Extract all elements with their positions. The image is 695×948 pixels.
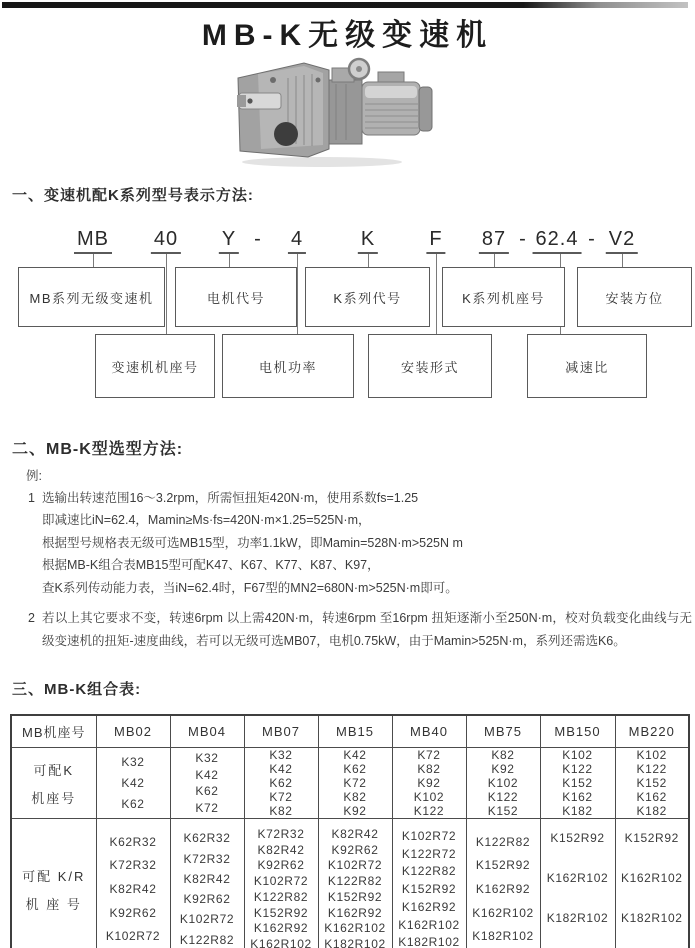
item-number: 1 <box>28 491 35 505</box>
connector-line <box>622 254 623 267</box>
gearmotor-image <box>226 50 440 170</box>
example-line: 即减速比iN=62.4，Mamin≥Ms·fs=420N·m×1.25=525N·m， <box>42 513 371 528</box>
table-header-cell: MB75 <box>466 715 540 748</box>
table-header-cell: MB15 <box>318 715 392 748</box>
model-code-token: V2 <box>606 228 638 254</box>
combination-table <box>10 714 690 948</box>
table-header-cell: MB07 <box>244 715 318 748</box>
connector-line <box>93 254 94 267</box>
table-cell: K152R92 K162R102 K182R102 <box>546 831 609 925</box>
model-code-token: 4 <box>288 228 306 254</box>
model-code-token: Y <box>219 228 239 254</box>
connector-line <box>229 254 230 267</box>
example-line: 查K系列传动能力表，当iN=62.4时，F67型的MN2=680N·m>525N·m即可。 <box>42 580 458 595</box>
table-cell: K62R32 K72R32 K82R42 K92R62 K102R72 K122R82 <box>179 831 235 947</box>
diagram-box-motor-code: 电机代号 <box>175 267 297 327</box>
table-cell: K32 K42 K62 K72 <box>195 750 219 816</box>
table-corner-cell: MB机座号 <box>11 715 96 748</box>
row-label-kr: 可配 K/R 机 座 号 <box>22 868 86 912</box>
table-cell: K102R72 K122R72 K122R82 K152R92 K162R92 K162R102 K182R102 <box>398 828 460 948</box>
table-header-cell: MB40 <box>392 715 466 748</box>
example-text: 若以上其它要求不变，转速6rpm 以上需420N·m，转速6rpm 至16rpm 扭矩逐渐小至250N·m，校对负载变化曲线与无级变速机的扭矩-速度曲线，若可以无级可选MB07，电机0.75kW，由于Mamin>525N·m，系列还需选K6。 <box>42 611 692 648</box>
section-3-heading: 三、MB-K组合表: <box>12 681 142 698</box>
table-cell: K32 K42 K62 K72 K82 <box>269 748 293 818</box>
example-label: 例: <box>26 469 42 483</box>
connector-line <box>494 254 495 267</box>
table-cell: K82R42 K92R62 K102R72 K122R82 K152R92 K162R92 K162R102 K182R102 <box>324 826 386 948</box>
table-cell: K62R32 K72R32 K82R42 K92R62 K102R72 <box>105 834 161 944</box>
table-header-cell: MB220 <box>615 715 689 748</box>
model-code-token: F <box>426 228 445 254</box>
table-cell: K122R82 K152R92 K162R92 K162R102 K182R102 <box>472 834 534 944</box>
table-cell: K102 K122 K152 K162 K182 <box>562 748 593 818</box>
table-cell: K42 K62 K72 K82 K92 <box>343 748 367 818</box>
example-line: 根据型号规格表无级可选MB15型，功率1.1kW，即Mamin=528N·m>525N m <box>42 535 463 550</box>
table-cell: K152R92 K162R102 K182R102 <box>620 831 683 925</box>
connector-line <box>166 254 167 334</box>
table-row-kr <box>11 819 689 948</box>
table-cell: K82 K92 K102 K122 K152 <box>487 748 519 818</box>
model-code-dash: - <box>254 228 262 250</box>
table-header-cell: MB02 <box>96 715 170 748</box>
connector-line <box>436 254 437 334</box>
connector-line <box>297 254 298 334</box>
model-code-token: K <box>358 228 378 254</box>
model-code-token: 62.4 <box>533 228 582 254</box>
table-cell: K32 K42 K62 <box>121 755 145 811</box>
table-cell: K72R32 K82R42 K92R62 K102R72 K122R82 K152R92 K162R92 K162R102 <box>250 826 312 948</box>
table-header-row <box>11 715 689 748</box>
diagram-box-motor-power: 电机功率 <box>222 334 354 398</box>
diagram-box-mount-type: 安装形式 <box>368 334 492 398</box>
table-row-k <box>11 748 689 819</box>
diagram-box-mb-series: MB系列无级变速机 <box>18 267 165 327</box>
model-code-token: 87 <box>479 228 509 254</box>
section-2-heading: 二、MB-K型选型方法: <box>12 441 184 458</box>
example-item-1 <box>28 487 463 599</box>
model-code-dash: - <box>588 228 596 250</box>
table-header-cell: MB150 <box>540 715 615 748</box>
model-code-token: MB <box>74 228 112 254</box>
model-code-token: 40 <box>151 228 181 254</box>
example-item-2 <box>28 607 692 653</box>
example-line: 根据MB-K组合表MB15型可配K47、K67、K77、K87、K97， <box>42 558 380 573</box>
diagram-box-ratio: 减速比 <box>527 334 647 398</box>
diagram-box-k-frame: K系列机座号 <box>442 267 565 327</box>
diagram-box-mount-pos: 安装方位 <box>577 267 692 327</box>
item-number: 2 <box>28 611 35 625</box>
table-header-cell: MB04 <box>170 715 244 748</box>
table-cell: K102 K122 K152 K162 K182 <box>636 748 667 818</box>
example-line: 选输出转速范围16～3.2rpm，所需恒扭矩420N·m，使用系数fs=1.25 <box>42 491 419 505</box>
model-code-dash: - <box>519 228 527 250</box>
diagram-box-variator-frame: 变速机机座号 <box>95 334 215 398</box>
section-1-heading: 一、变速机配K系列型号表示方法: <box>12 187 254 204</box>
table-cell: K72 K82 K92 K102 K122 <box>413 748 445 818</box>
page-title: MB-K无级变速机 <box>201 19 494 52</box>
connector-line <box>368 254 369 267</box>
row-label-k: 可配K 机座号 <box>31 762 77 806</box>
top-rule <box>2 2 688 8</box>
diagram-box-k-series: K系列代号 <box>305 267 430 327</box>
